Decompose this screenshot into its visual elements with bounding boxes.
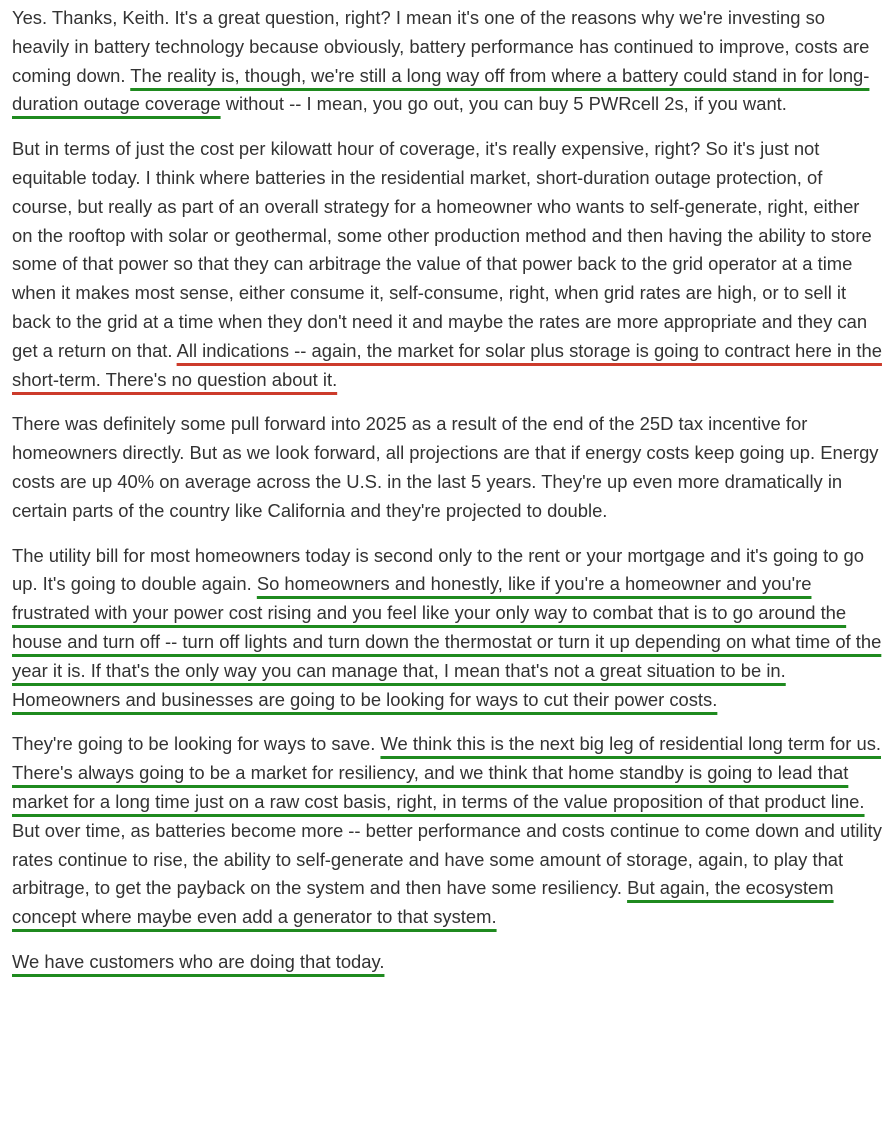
paragraph-1	[12, 4, 882, 119]
highlighted-segment-green: So homeowners and honestly, like if you're a homeowner and you're frustrated with your power cost rising and you feel like your only way to combat that is to go around the house and turn off -- turn off lights and turn down the thermostat or turn it up depending on what time of the year it is. If that's the only way you can manage that, I mean that's not a great situation to be in. Homeowners and businesses are going to be looking for ways to cut their power costs.	[12, 573, 882, 710]
text-segment: They're going to be looking for ways to save.	[12, 733, 381, 755]
paragraph-2	[12, 135, 882, 394]
highlighted-segment-green: But again, the ecosystem concept where maybe even add a generator to that system.	[12, 877, 834, 928]
text-segment: without -- I mean, you go out, you can buy 5 PWRcell 2s, if you want.	[220, 93, 787, 115]
paragraph-4	[12, 542, 882, 715]
highlighted-segment-green: We have customers who are doing that today.	[12, 950, 385, 972]
paragraph-6	[12, 948, 882, 977]
highlighted-segment-green: The reality is, though, we're still a long way off from where a battery could stand in for long-duration outage coverage	[12, 64, 870, 115]
text-segment: The utility bill for most homeowners today is second only to the rent or your mortgage and it's going to go up. It's going to double again.	[12, 544, 864, 595]
highlighted-segment-red: All indications -- again, the market for solar plus storage is going to contract here in the short-term. There's no question about it.	[12, 339, 882, 390]
paragraph-5	[12, 730, 882, 932]
highlighted-segment-green: We think this is the next big leg of residential long term for us. There's always going to be a market for resiliency, and we think that home standby is going to lead that market for a long time just on a raw cost basis, right, in terms of the value proposition of that product line.	[12, 733, 882, 812]
text-segment: Yes. Thanks, Keith. It's a great question, right? I mean it's one of the reasons why we're investing so heavily in battery technology because obviously, battery performance has continued to improve, costs are coming down.	[12, 7, 870, 86]
text-segment: But over time, as batteries become more -- better performance and costs continue to come down and utility rates continue to rise, the ability to self-generate and have some amount of storage, again, to play that arbitrage, to get the payback on the system and then have some resiliency.	[12, 819, 882, 899]
text-segment: But in terms of just the cost per kilowatt hour of coverage, it's really expensive, right? So it's just not equitable today. I think where batteries in the residential market, short-duration outage protection, of course, but really as part of an overall strategy for a homeowner who wants to self-generate, right, either on the rooftop with solar or geothermal, some other production method and then having the ability to store some of that power so that they can arbitrage the value of that power back to the grid operator at a time when it makes most sense, either consume it, self-consume, right, when grid rates are high, or to sell it back to the grid at a time when they don't need it and maybe the rates are more appropriate and they can get a return on that.	[12, 138, 872, 361]
text-segment: There was definitely some pull forward into 2025 as a result of the end of the 25D tax incentive for homeowners directly. But as we look forward, all projections are that if energy costs keep going up. Energy costs are up 40% on average across the U.S. in the last 5 years. They're up even more dramatically in certain parts of the country like California and they're projected to double.	[12, 413, 879, 521]
paragraph-3	[12, 410, 882, 525]
